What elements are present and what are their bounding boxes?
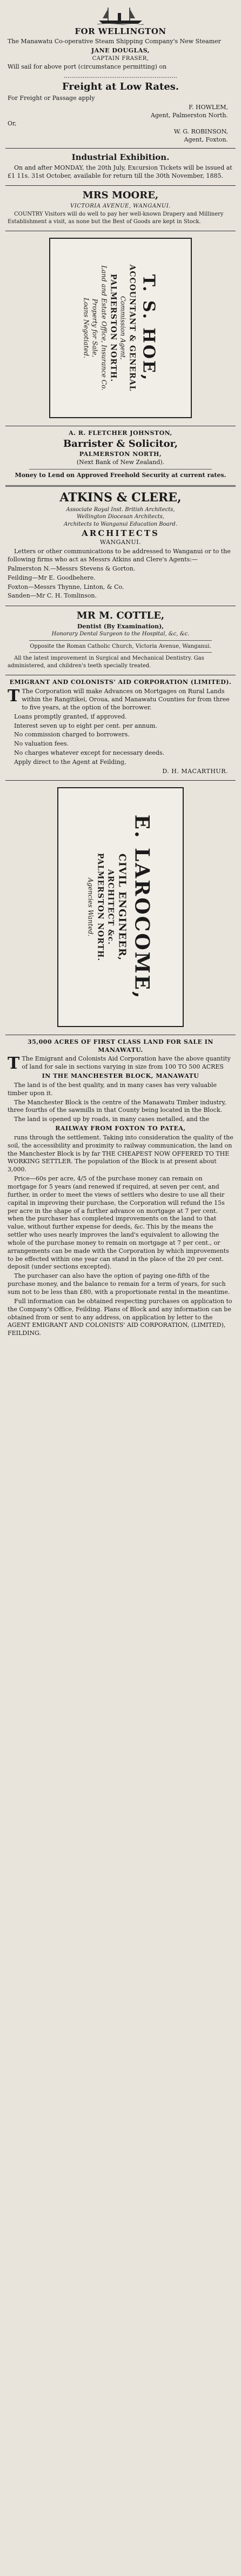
ad-line: Property for Sale, (91, 299, 99, 358)
ad-line: PALMERSTON NORTH. (109, 274, 118, 383)
ad-body: For Freight or Passage apply (8, 95, 95, 102)
ad-exhibition (5, 149, 236, 186)
ad-heading: FOR WELLINGTON (75, 26, 166, 36)
ad-title: Dentist (By Examination), (77, 622, 164, 630)
rotated-ad-box (57, 787, 184, 1027)
ad-body: runs through the settlement. Taking into consideration the quality of the soil, the accessibility and proximity to railway communication, the land on the Manchester Block is by far THE CHEAPEST NOW OFFERED TO THE WORKING SETTLER. The population of the Block is at present about 3,000. (8, 1133, 233, 1173)
ad-line: CIVIL ENGINEER, (116, 853, 128, 961)
divider (29, 652, 212, 653)
freight-heading: Freight at Low Rates. (62, 81, 179, 93)
ad-signature: D. H. MACARTHUR. (162, 767, 228, 775)
agent-place: Agent, Palmerston North. (151, 112, 228, 119)
ad-heading: EMIGRANT AND COLONISTS' AID CORPORATION (LIMITED). (9, 679, 232, 686)
ad-subheading: Architects to Wanganui Education Board. (63, 521, 177, 527)
ad-larcome (5, 781, 236, 1035)
ad-johnston (5, 426, 236, 487)
newspaper-column (4, 0, 237, 1345)
ad-body: No valuation fees. (14, 740, 69, 748)
agent-line: Palmerston N.—Messrs Stevens & Gorton. (8, 565, 136, 572)
agent-line: Foxton—Messrs Thynne, Linton, & Co. (8, 583, 124, 591)
ad-line: ARCHITECT &c. (106, 869, 115, 945)
ad-heading: MR M. COTTLE, (76, 610, 165, 622)
ad-body: The Manawatu Co-operative Steam Shipping Company's New Steamer (8, 38, 221, 45)
blank-line: ............................................................ (64, 72, 177, 80)
agent-name: W. G. ROBINSON, (173, 128, 228, 135)
ad-body: Apply direct to the Agent at Feilding, (14, 758, 126, 766)
ad-body: Will sail for above port (circumstance permitting) on (8, 63, 167, 71)
ad-subheading: RAILWAY FROM FOXTON TO PATEA, (55, 1125, 186, 1132)
ad-body: All the latest improvement in Surgical and Mechanical Dentistry. Gas administered, and children's teeth specially treated. (8, 655, 204, 669)
ad-subheading: Honorary Dental Surgeon to the Hospital, &c, &c. (51, 631, 190, 638)
agent-line: Feilding—Mr E. Goodbehere. (8, 574, 96, 581)
or-label: Or, (8, 119, 17, 127)
ad-title: Barrister & Solicitor, (63, 438, 178, 450)
ad-address: Opposite the Roman Catholic Church, Victoria Avenue, Wanganui. (30, 643, 211, 649)
ad-body: Interest seven up to eight per cent. per annum. (14, 722, 157, 729)
ad-heading: ATKINS & CLERE, (59, 490, 182, 505)
ad-subheading: Wellington Diocesan Architects, (76, 514, 165, 520)
ad-moore (5, 186, 236, 231)
rotated-ad-box (49, 238, 192, 418)
drop-cap: T (8, 687, 20, 706)
agent-line: Sanden—Mr C. H. Tomlinson. (8, 592, 97, 600)
ad-heading: A. R. FLETCHER JOHNSTON, (69, 430, 172, 437)
ad-body: The Emigrant and Colonists Aid Corporation have the above quantity of land for sale in sections varying in size from 100 TO 500 ACRES (22, 1055, 231, 1071)
rotated-ad-content (82, 265, 159, 392)
ad-body: No commission charged to borrowers. (14, 731, 130, 739)
ad-emigrant-loans (5, 675, 236, 780)
divider (29, 640, 212, 641)
ad-body: The land is opened up by roads, in many cases metalled, and the (14, 1116, 210, 1123)
rotated-ad-content (86, 814, 155, 999)
ad-body: Money to Lend on Approved Freehold Security at current rates. (15, 472, 226, 479)
ad-body: Full information can be obtained respecting purchases on application to the Company's Office, Feilding. Plans of Block and any information can be obtained from or sent to any address, on application by letter to the AGENT EMIGRANT AND COLONISTS' AID CORPORATION, (LIMITED), FEILDING. (8, 1297, 232, 1337)
ad-title: ARCHITECTS (82, 528, 159, 539)
captain-name: CAPTAIN FRASER, (92, 55, 149, 62)
ad-heading: 35,000 ACRES OF FIRST CLASS LAND FOR SALE IN MANAWATU. (28, 1038, 213, 1054)
ad-body: The Manchester Block is the centre of the Manawatu Timber industry, three fourths of the sawmills in that County being located in the Block. (8, 1098, 226, 1114)
ad-body: The purchaser can also have the option of paying one-fifth of the purchase money, and the balance to remain for a term of years, for such sum not to be less than £80, with a proportionate rental in the meantime. (8, 1272, 230, 1296)
ad-subheading: Associate Royal Inst. British Architects, (66, 506, 175, 513)
ad-body: No charges whatever except for necessary deeds. (14, 749, 165, 757)
ad-cottle (5, 606, 236, 675)
ad-body: The land is of the best quality, and in many cases has very valuable timber upon it. (8, 1081, 217, 1097)
ad-line: Agencies Wanted. (86, 877, 95, 936)
ad-subheading: VICTORIA AVENUE, WANGANUI. (70, 203, 171, 209)
ad-atkins (5, 487, 236, 606)
ad-body: COUNTRY Visitors will do well to pay her well-known Drapery and Millinery Establishment a visit, as none but the Best of Goods are kept in Stock. (8, 211, 224, 225)
ad-line: Commission Agent, (119, 296, 127, 360)
agent-name: F. HOWLEM, (189, 104, 228, 111)
ad-body: Loans promptly granted, if approved. (14, 713, 127, 720)
ad-place: PALMERSTON NORTH, (79, 451, 162, 458)
ad-line: Loans Negotiated. (82, 298, 90, 359)
ad-line: PALMERSTON NORTH. (96, 853, 105, 961)
ad-heading: MRS MOORE, (82, 190, 159, 202)
ad-line: Land and Estate Office, Insurance Co. (100, 265, 108, 391)
ad-body: On and after MONDAY, the 20th July, Excursion Tickets will be issued at £1 11s. 31st October, available for return till the 30th November, 1885. (8, 164, 232, 179)
ad-body: The Corporation will make Advances on Mortgages on Rural Lands within the Rangitikei, Oroua, and Manawatu Counties for from three to five years, at the option of the borrower. (22, 688, 230, 711)
ship-name: JANE DOUGLAS, (91, 47, 150, 55)
ad-title: T. S. HOE, (139, 274, 158, 382)
ad-note: (Next Bank of New Zealand). (76, 459, 165, 466)
drop-cap: T (8, 1054, 20, 1074)
steamship-icon (96, 5, 145, 25)
ad-heading: Industrial Exhibition. (71, 152, 170, 163)
ad-line: ACCOUNTANT & GENERAL (128, 264, 137, 392)
ad-body: Letters or other communications to be addressed to Wanganui or to the following firms who act as Messrs Atkins and Clere's Agents:— (8, 548, 231, 564)
ad-wellington (5, 2, 236, 149)
agent-place: Agent, Foxton. (184, 136, 228, 143)
ad-body: Price—60s per acre, 4/5 of the purchase money can remain on mortgage for 5 years (and renewed if required, at seven per cent, and further, in order to meet the views of settlers who desire to use all their capital in improving their purchase, the Corporation will refund the 15s per acre in the shape of a further advance on mortgage at 7 per cent. when the purchaser has completed improvements on the land to that value, without further expense for deeds, &c. This by the means the settler who uses nearly improves the land's equivalent to allowing the whole of the purchase money to remain on mortgage at 7 per cent., or arrangements can be made with the Corporation by which improvements to be effected within one year can stand in the place of the 20 per cent. deposit (under sections excepted). (8, 1175, 229, 1271)
ad-hoe (5, 231, 236, 426)
ad-subheading: IN THE MANCHESTER BLOCK, MANAWATU (42, 1072, 199, 1080)
ad-place: WANGANUI. (99, 539, 142, 546)
ad-title: E. LAROCOME, (130, 814, 153, 1000)
ad-emigrant-land (5, 1035, 236, 1343)
